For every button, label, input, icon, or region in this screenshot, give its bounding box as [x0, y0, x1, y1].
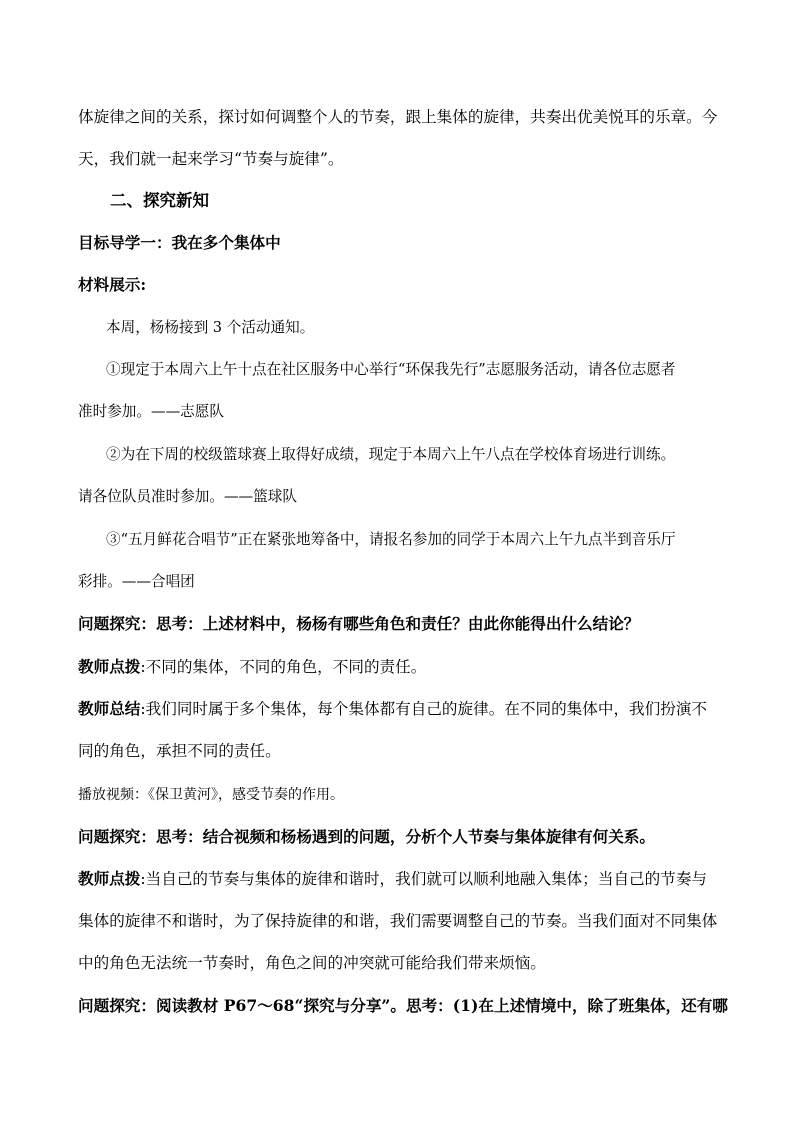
teacher-tip-2-cont: 集体的旋律不和谐时，为了保持旋律的和谐，我们需要调整自己的节奏。当我们面对不同集体: [78, 912, 718, 930]
teacher-tip-2: [78, 869, 707, 889]
paragraph-line: 天，我们就一起来学习“节奏与旋律”。: [78, 150, 344, 168]
teacher-tip-label: 教师点拨: [78, 869, 141, 888]
material-intro: 本周，杨杨接到 3 个活动通知。: [106, 319, 315, 336]
section-heading: 二、探究新知: [110, 191, 209, 210]
material-item-1: ①现定于本周六上午十点在社区服务中心举行“环保我先行”志愿服务活动，请各位志愿者: [106, 361, 676, 378]
goal-heading: 目标导学一：我在多个集体中: [78, 233, 281, 252]
teacher-summary-text: :我们同时属于多个集体，每个集体都有自己的旋律。在不同的集体中，我们扮演不: [140, 700, 708, 718]
teacher-tip-text: :不同的集体，不同的角色，不同的责任。: [140, 658, 427, 676]
teacher-tip-text: :当自己的节奏与集体的旋律和谐时，我们就可以顺利地融入集体；当自己的节奏与: [140, 870, 708, 888]
material-label: 材料展示:: [78, 275, 147, 294]
question-3: 问题探究：阅读教材 P67～68“探究与分享”。思考：(1)在上述情境中，除了班集体，还有哪: [78, 996, 728, 1015]
question-1: 问题探究：思考：上述材料中，杨杨有哪些角色和责任？由此你能得出什么结论？: [78, 614, 640, 633]
material-item-1-cont: 准时参加。——志愿队: [78, 403, 224, 420]
teacher-summary-label: 教师总结: [78, 699, 141, 718]
video-note: 播放视频：《保卫黄河》，感受节奏的作用。: [78, 787, 344, 803]
question-2: 问题探究：思考：结合视频和杨杨遇到的问题，分析个人节奏与集体旋律有何关系。: [78, 827, 655, 846]
material-item-3: ③“五月鲜花合唱节”正在紧张地筹备中，请报名参加的同学于本周六上午九点半到音乐厅: [106, 531, 676, 548]
teacher-tip-2-cont: 中的角色无法统一节奏时，角色之间的冲突就可能给我们带来烦恼。: [78, 954, 546, 972]
material-item-2: ②为在下周的校级篮球赛上取得好成绩，现定于本周六上午八点在学校体育场进行训练。: [106, 446, 676, 463]
paragraph-line: 体旋律之间的关系，探讨如何调整个人的节奏，跟上集体的旋律，共奏出优美悦耳的乐章。今: [78, 108, 718, 126]
teacher-tip-1: [78, 657, 426, 677]
teacher-summary: [78, 699, 707, 719]
material-item-2-cont: 请各位队员准时参加。——篮球队: [78, 488, 297, 505]
teacher-tip-label: 教师点拨: [78, 657, 141, 676]
teacher-summary-cont: 同的角色，承担不同的责任。: [78, 742, 281, 760]
material-item-3-cont: 彩排。——合唱团: [78, 573, 195, 590]
